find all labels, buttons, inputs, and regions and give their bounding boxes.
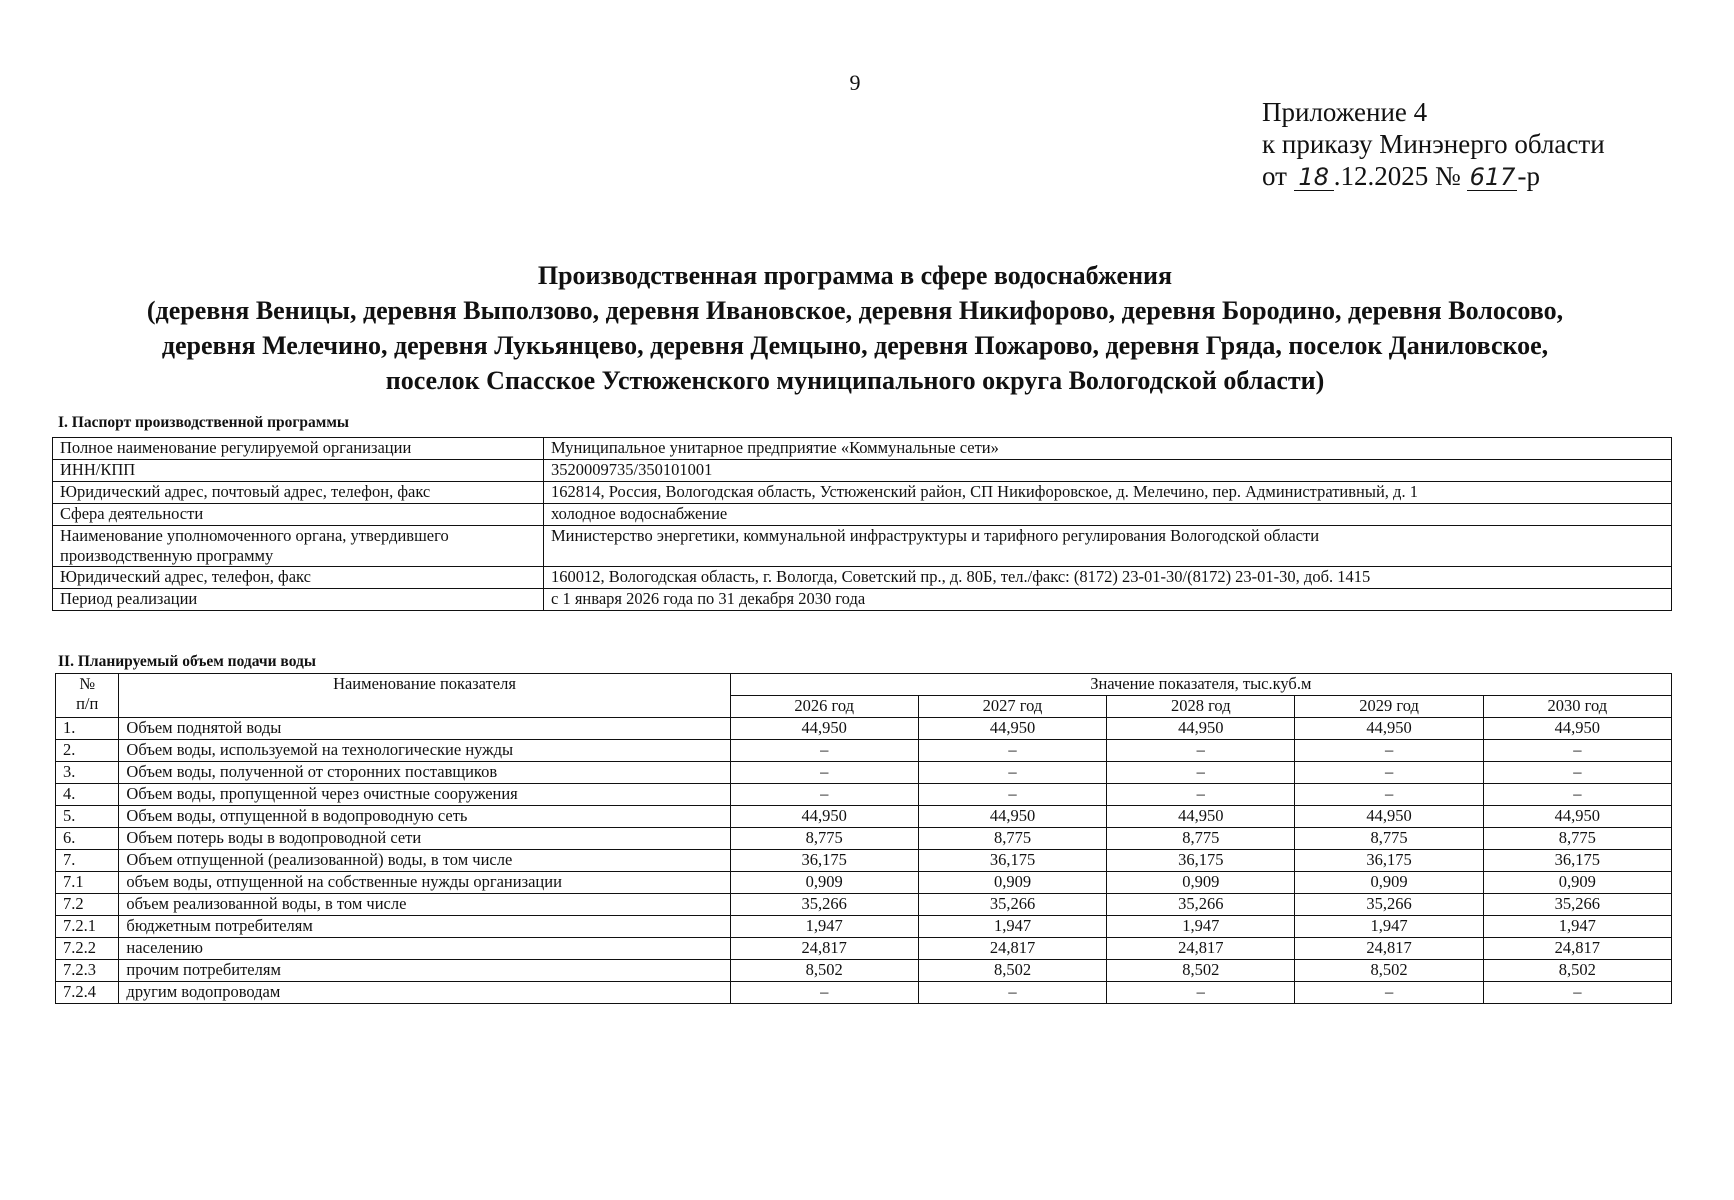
indicator-value: 35,266	[1483, 894, 1671, 916]
indicator-value: 44,950	[730, 718, 918, 740]
row-number: 7.2.2	[56, 938, 119, 960]
passport-value: Муниципальное унитарное предприятие «Коммунальные сети»	[544, 438, 1672, 460]
indicator-value: 0,909	[1483, 872, 1671, 894]
row-number: 2.	[56, 740, 119, 762]
table-row	[56, 762, 1672, 784]
water-volume-table	[55, 673, 1672, 1004]
indicator-value: 36,175	[918, 850, 1106, 872]
indicator-name: Объем отпущенной (реализованной) воды, в том числе	[119, 850, 730, 872]
indicator-value: –	[1295, 784, 1483, 806]
row-number: 1.	[56, 718, 119, 740]
indicator-value: –	[918, 762, 1106, 784]
passport-row	[53, 438, 1672, 460]
indicator-name: Объем поднятой воды	[119, 718, 730, 740]
passport-row	[53, 589, 1672, 611]
indicator-value: –	[1107, 982, 1295, 1004]
indicator-value: 8,775	[1107, 828, 1295, 850]
indicator-value: 8,502	[1107, 960, 1295, 982]
appendix-header	[1262, 96, 1605, 192]
indicator-value: 44,950	[918, 806, 1106, 828]
header-year: 2026 год	[730, 696, 918, 718]
passport-label: Сфера деятельности	[53, 504, 544, 526]
indicator-value: 0,909	[1107, 872, 1295, 894]
row-number: 7.1	[56, 872, 119, 894]
header-year: 2027 год	[918, 696, 1106, 718]
row-number: 5.	[56, 806, 119, 828]
table-row	[56, 960, 1672, 982]
passport-row	[53, 460, 1672, 482]
header-num-line2: п/п	[76, 694, 99, 713]
indicator-value: –	[730, 740, 918, 762]
passport-label: Наименование уполномоченного органа, утвердившего производственную программу	[53, 526, 544, 567]
indicator-value: 8,775	[1295, 828, 1483, 850]
indicator-name: Объем воды, пропущенной через очистные сооружения	[119, 784, 730, 806]
indicator-value: –	[1483, 762, 1671, 784]
indicator-value: 36,175	[1107, 850, 1295, 872]
indicator-name: населению	[119, 938, 730, 960]
indicator-value: 36,175	[1483, 850, 1671, 872]
indicator-value: 36,175	[1295, 850, 1483, 872]
indicator-value: –	[918, 784, 1106, 806]
indicator-value: 44,950	[1295, 718, 1483, 740]
row-number: 3.	[56, 762, 119, 784]
title-line3: деревня Мелечино, деревня Лукьянцево, деревня Демцыно, деревня Пожарово, деревня Гряда, поселок Даниловское,	[161, 331, 1549, 360]
header-year: 2029 год	[1295, 696, 1483, 718]
indicator-value: –	[730, 762, 918, 784]
indicator-value: 35,266	[1107, 894, 1295, 916]
row-number: 7.2	[56, 894, 119, 916]
indicator-value: 1,947	[1107, 916, 1295, 938]
table-row	[56, 806, 1672, 828]
table-row	[56, 850, 1672, 872]
table-row	[56, 718, 1672, 740]
passport-label: Юридический адрес, почтовый адрес, телефон, факс	[53, 482, 544, 504]
indicator-value: 8,502	[1295, 960, 1483, 982]
passport-label: Период реализации	[53, 589, 544, 611]
indicator-value: –	[918, 982, 1106, 1004]
header-value-group: Значение показателя, тыс.куб.м	[730, 674, 1671, 696]
passport-table	[52, 437, 1672, 611]
indicator-value: –	[730, 982, 918, 1004]
table-row	[56, 894, 1672, 916]
header-num-line1: №	[79, 674, 96, 693]
indicator-name: Объем потерь воды в водопроводной сети	[119, 828, 730, 850]
indicator-value: 8,502	[1483, 960, 1671, 982]
indicator-value: 35,266	[730, 894, 918, 916]
indicator-value: 1,947	[1483, 916, 1671, 938]
row-number: 7.2.3	[56, 960, 119, 982]
indicator-value: 44,950	[730, 806, 918, 828]
indicator-value: 44,950	[1483, 806, 1671, 828]
indicator-value: 24,817	[730, 938, 918, 960]
header-year: 2028 год	[1107, 696, 1295, 718]
title-line1: Производственная программа в сфере водоснабжения	[537, 261, 1173, 290]
indicator-name: другим водопроводам	[119, 982, 730, 1004]
indicator-value: 0,909	[1295, 872, 1483, 894]
indicator-value: 35,266	[918, 894, 1106, 916]
passport-value: холодное водоснабжение	[544, 504, 1672, 526]
handwritten-day: 18	[1294, 164, 1334, 191]
order-suffix: -р	[1517, 161, 1540, 191]
indicator-value: –	[730, 784, 918, 806]
header-num	[56, 674, 119, 718]
appendix-line2: к приказу Минэнерго области	[1262, 129, 1605, 159]
indicator-value: 44,950	[1295, 806, 1483, 828]
table-row	[56, 740, 1672, 762]
indicator-name: Объем воды, отпущенной в водопроводную сеть	[119, 806, 730, 828]
indicator-value: 8,502	[730, 960, 918, 982]
passport-label: ИНН/КПП	[53, 460, 544, 482]
title-line4: поселок Спасское Устюженского муниципального округа Вологодской области)	[385, 366, 1325, 395]
indicator-value: 8,775	[730, 828, 918, 850]
indicator-value: 24,817	[1107, 938, 1295, 960]
indicator-value: 0,909	[730, 872, 918, 894]
handwritten-order-number: 617	[1467, 164, 1517, 191]
indicator-value: 0,909	[918, 872, 1106, 894]
row-number: 7.2.1	[56, 916, 119, 938]
indicator-value: 24,817	[1295, 938, 1483, 960]
passport-label: Полное наименование регулируемой организации	[53, 438, 544, 460]
indicator-value: –	[918, 740, 1106, 762]
indicator-value: 1,947	[1295, 916, 1483, 938]
table-header-row	[56, 674, 1672, 696]
indicator-value: 24,817	[918, 938, 1106, 960]
section1-title: I. Паспорт производственной программы	[58, 414, 350, 431]
indicator-value: 35,266	[1295, 894, 1483, 916]
indicator-name: объем реализованной воды, в том числе	[119, 894, 730, 916]
passport-value: 162814, Россия, Вологодская область, Устюженский район, СП Никифоровское, д. Мелечино, пер. Административный, д. 1	[544, 482, 1672, 504]
indicator-value: 24,817	[1483, 938, 1671, 960]
indicator-value: 8,775	[1483, 828, 1671, 850]
row-number: 7.2.4	[56, 982, 119, 1004]
indicator-name: объем воды, отпущенной на собственные нужды организации	[119, 872, 730, 894]
indicator-value: –	[1295, 740, 1483, 762]
table-row	[56, 784, 1672, 806]
passport-value: 160012, Вологодская область, г. Вологда, Советский пр., д. 80Б, тел./факс: (8172) 23-01-30/(8172) 23-01-30, доб. 1415	[544, 567, 1672, 589]
indicator-value: –	[1295, 982, 1483, 1004]
indicator-value: 44,950	[1483, 718, 1671, 740]
indicator-value: 36,175	[730, 850, 918, 872]
passport-row	[53, 526, 1672, 567]
indicator-value: –	[1483, 740, 1671, 762]
indicator-value: –	[1107, 762, 1295, 784]
passport-value: Министерство энергетики, коммунальной инфраструктуры и тарифного регулирования Вологодской области	[544, 526, 1672, 567]
table-row	[56, 916, 1672, 938]
indicator-value: 44,950	[1107, 718, 1295, 740]
appendix-line1: Приложение 4	[1262, 97, 1428, 127]
indicator-value: –	[1483, 784, 1671, 806]
indicator-value: 1,947	[730, 916, 918, 938]
indicator-value: 1,947	[918, 916, 1106, 938]
table-row	[56, 828, 1672, 850]
title-line2: (деревня Веницы, деревня Выползово, деревня Ивановское, деревня Никифорово, деревня Бородино, деревня Волосово,	[146, 296, 1564, 325]
page-number: 9	[849, 70, 861, 95]
indicator-name: Объем воды, используемой на технологические нужды	[119, 740, 730, 762]
table-row	[56, 872, 1672, 894]
table-row	[56, 982, 1672, 1004]
passport-row	[53, 482, 1672, 504]
date-rest: .12.2025 №	[1333, 161, 1461, 191]
passport-value: 3520009735/350101001	[544, 460, 1672, 482]
indicator-value: –	[1107, 784, 1295, 806]
header-indicator-name: Наименование показателя	[119, 674, 730, 718]
header-year: 2030 год	[1483, 696, 1671, 718]
appendix-date-line	[1262, 160, 1605, 192]
section2-title: II. Планируемый объем подачи воды	[58, 653, 316, 670]
indicator-name: бюджетным потребителям	[119, 916, 730, 938]
passport-row	[53, 504, 1672, 526]
indicator-value: 8,502	[918, 960, 1106, 982]
document-title	[40, 258, 1670, 398]
indicator-value: –	[1483, 982, 1671, 1004]
passport-row	[53, 567, 1672, 589]
indicator-name: прочим потребителям	[119, 960, 730, 982]
table-row	[56, 938, 1672, 960]
indicator-value: 44,950	[1107, 806, 1295, 828]
indicator-name: Объем воды, полученной от сторонних поставщиков	[119, 762, 730, 784]
row-number: 7.	[56, 850, 119, 872]
indicator-value: 8,775	[918, 828, 1106, 850]
passport-label: Юридический адрес, телефон, факс	[53, 567, 544, 589]
row-number: 4.	[56, 784, 119, 806]
date-prefix: от	[1262, 161, 1287, 191]
indicator-value: –	[1107, 740, 1295, 762]
row-number: 6.	[56, 828, 119, 850]
indicator-value: 44,950	[918, 718, 1106, 740]
passport-value: с 1 января 2026 года по 31 декабря 2030 года	[544, 589, 1672, 611]
indicator-value: –	[1295, 762, 1483, 784]
